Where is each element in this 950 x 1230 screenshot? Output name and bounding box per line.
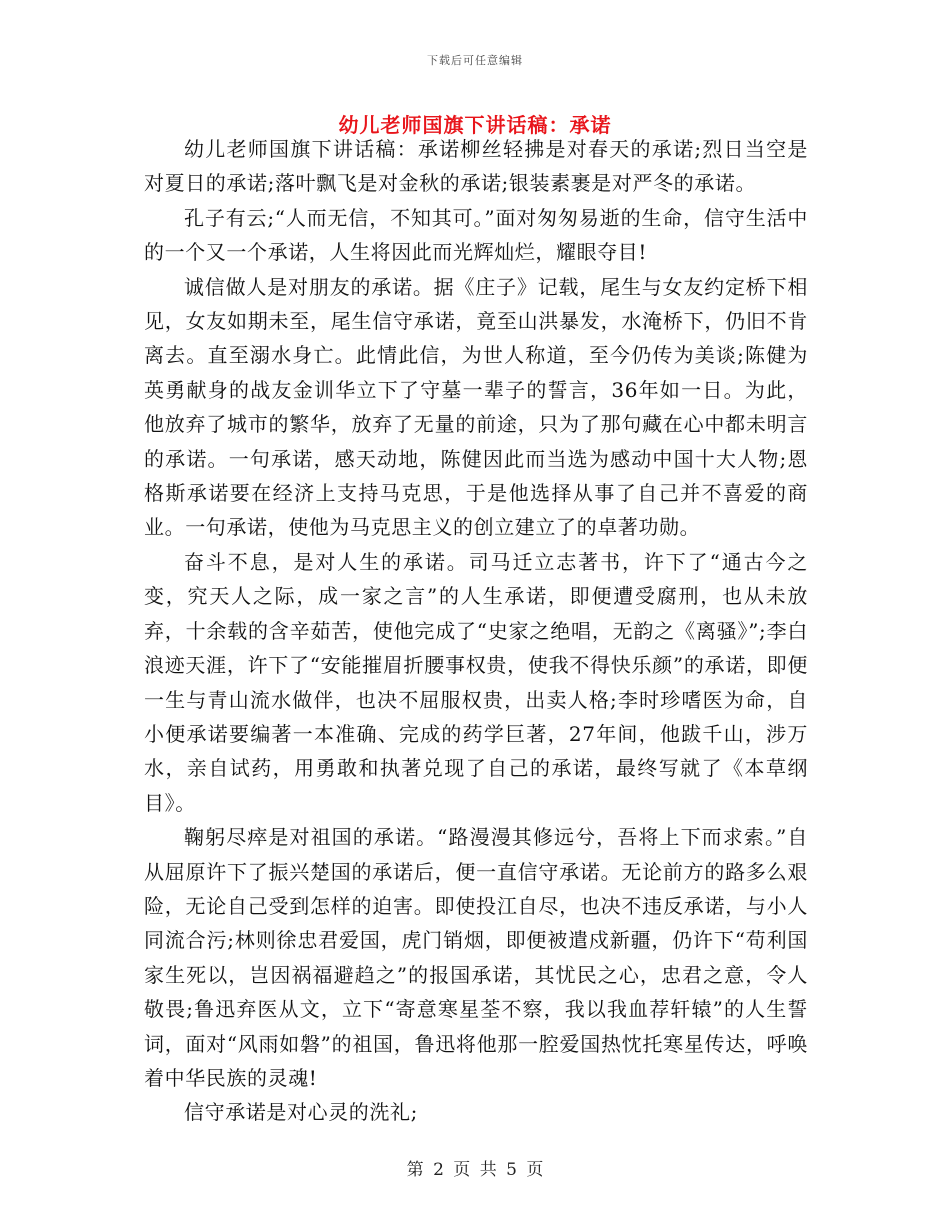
paragraph-friends: 诚信做人是对朋友的承诺。据《庄子》记载，尾生与女友约定桥下相见，女友如期未至，尾生信守承诺，竟至山洪暴发，水淹桥下，仍旧不肯离去。直至溺水身亡。此情此信，为世人称道，至今仍传为美谈;陈健为英勇献身的战友金训华立下了守墓一辈子的誓言，36年如一日。为此，他放弃了城市的繁华，放弃了无量的前途，只为了那句藏在心中都未明言的承诺。一句承诺，感天动地，陈健因此而当选为感动中国十大人物;恩格斯承诺要在经济上支持马克思，于是他选择从事了自己并不喜爱的商业。一句承诺，使他为马克思主义的创立建立了的卓著功勋。 — [144, 274, 808, 540]
paragraph-country: 鞠躬尽瘁是对祖国的承诺。“路漫漫其修远兮，吾将上下而求索。”自从屈原许下了振兴楚国的承诺后，便一直信守承诺。无论前方的路多么艰险，无论自己受到怎样的迫害。即使投江自尽，也决不违反承诺，与小人同流合污;林则徐忠君爱国，虎门销烟，即便被遣戍新疆，仍许下“苟利国家生死以，岂因祸福避趋之”的报国承诺，其忧民之心，忠君之意，令人敬畏;鲁迅弃医从文，立下“寄意寒星荃不察，我以我血荐轩辕”的人生誓词，面对“风雨如磐”的祖国，鲁迅将他那一腔爱国热忱托寒星传达，呼唤着中华民族的灵魂! — [144, 825, 808, 1090]
paragraph-intro: 幼儿老师国旗下讲话稿：承诺柳丝轻拂是对春天的承诺;烈日当空是对夏日的承诺;落叶飘飞是对金秋的承诺;银装素裹是对严冬的承诺。 — [144, 137, 808, 196]
paragraph-confucius: 孔子有云;“人而无信，不知其可。”面对匆匆易逝的生命，信守生活中的一个又一个承诺，人生将因此而光辉灿烂，耀眼夺目! — [144, 205, 808, 265]
document-body — [144, 132, 808, 1130]
paragraph-heart: 信守承诺是对心灵的洗礼; — [184, 1100, 418, 1125]
page-header-note: 下载后可任意编辑 — [427, 54, 523, 67]
document-title: 幼儿老师国旗下讲话稿：承诺 — [338, 113, 612, 137]
page-number-footer: 第 2 页 共 5 页 — [406, 1160, 544, 1180]
paragraph-life: 奋斗不息，是对人生的承诺。司马迁立志著书，许下了“通古今之变，究天人之际，成一家之言”的人生承诺，即便遭受腐刑，也从未放弃，十余载的含辛茹苦，使他完成了“史家之绝唱，无韵之《离骚》”;李白浪迹天涯，许下了“安能摧眉折腰事权贵，使我不得快乐颜”的承诺，即便一生与青山流水做伴，也决不屈服权贵，出卖人格;李时珍嗜医为命，自小便承诺要编著一本准确、完成的药学巨著，27年间，他跋千山，涉万水，亲自试药，用勇敢和执著兑现了自己的承诺，最终写就了《本草纲目》。 — [144, 549, 808, 815]
